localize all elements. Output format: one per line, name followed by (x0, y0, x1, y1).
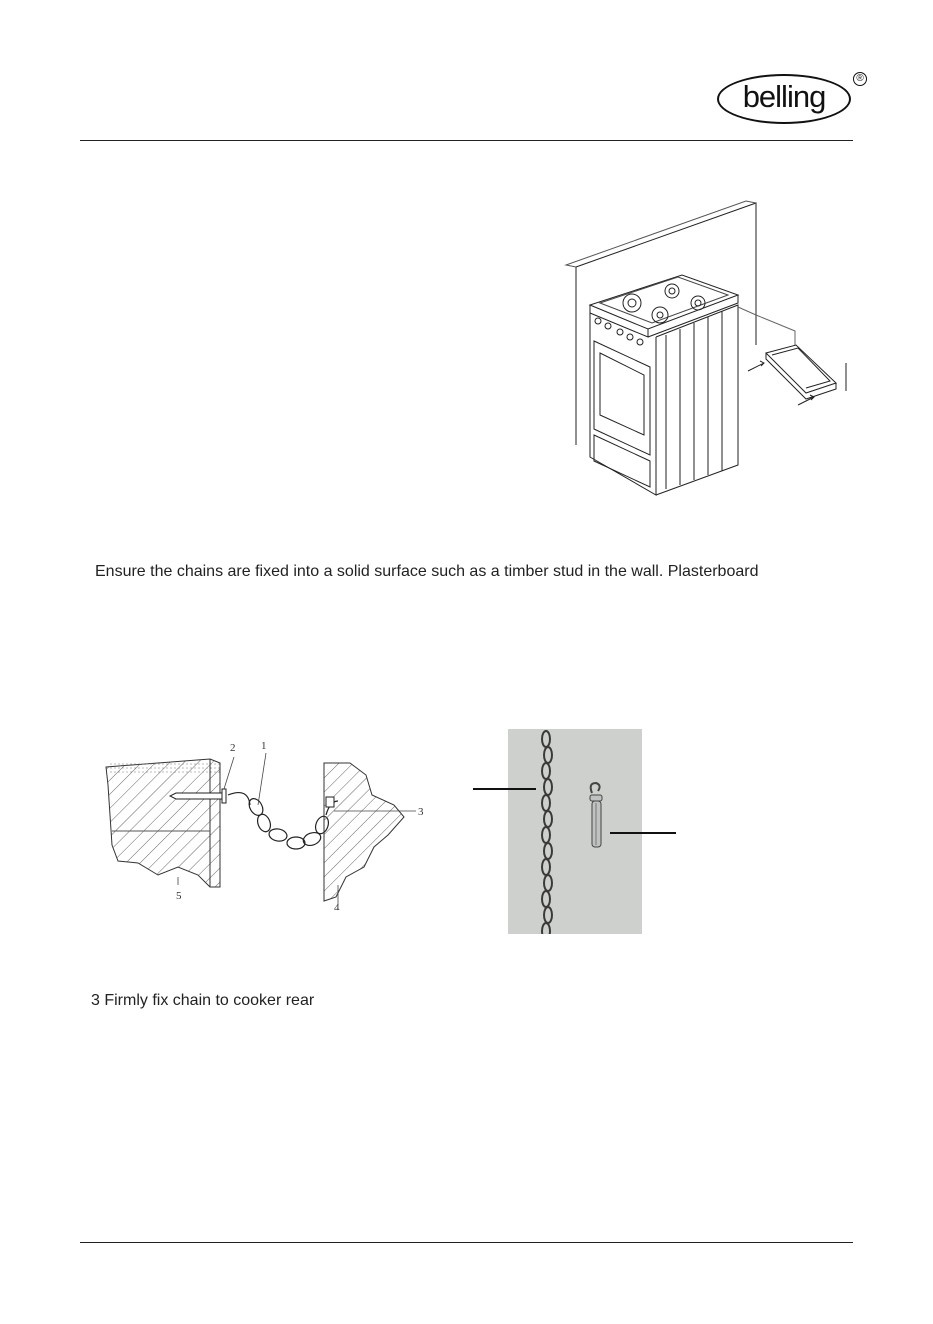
diagram-label-5: 5 (176, 890, 182, 902)
diagram-label-4: 4 (334, 902, 340, 910)
footer-rule (80, 1242, 853, 1243)
chain-fixing-cross-section-diagram (98, 735, 438, 910)
header-rule (80, 140, 853, 141)
photo-leader-bolt (610, 832, 676, 834)
diagram-label-1: 1 (261, 740, 267, 752)
chain-fixing-instruction: Ensure the chains are fixed into a solid surface such as a timber stud in the wall. Plasterboard (95, 563, 759, 580)
diagram-label-3: 3 (418, 806, 424, 818)
step-3-caption: 3 Firmly fix chain to cooker rear (91, 992, 315, 1009)
brand-logo-text: belling (717, 74, 851, 124)
photo-leader-chain (473, 788, 536, 790)
brand-logo (717, 74, 862, 128)
diagram-label-2: 2 (230, 742, 236, 754)
registered-mark: ® (853, 72, 867, 86)
cooker-installation-illustration (560, 195, 860, 505)
